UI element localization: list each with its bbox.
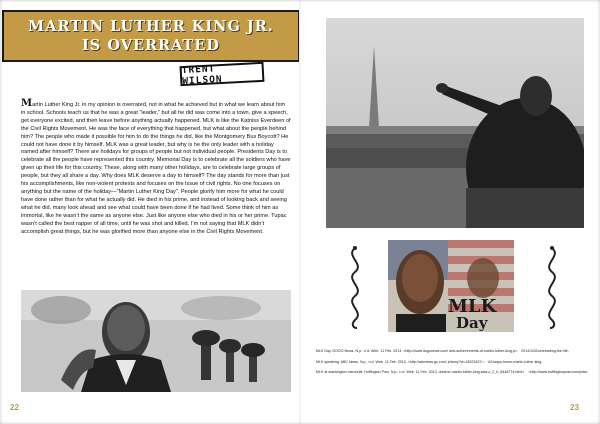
- article-title-line-1: MARTIN LUTHER KING JR.: [28, 18, 274, 35]
- mlk-day-label-mlk: MLK: [448, 296, 497, 317]
- article-body: [21, 100, 291, 236]
- page-number-right: 23: [570, 403, 579, 412]
- mlk-day-label-day: Day: [456, 314, 488, 332]
- mlk-day-graphic: [388, 240, 514, 332]
- references-list: [316, 349, 592, 381]
- author-byline: [180, 62, 265, 86]
- mlk-washington-memorial-photo: [326, 18, 584, 228]
- mlk-washington-illustration: [326, 18, 584, 228]
- page-gutter: [299, 0, 301, 424]
- reference-item: MLK Day. DOGO News. N.p., n.d. Web. 11 Feb. 2013. <http://www.dogonews.com/ and-achievements-of-martin-luther-king-jr>. 2014/1/20/celebrating-the-life-: [316, 349, 569, 353]
- author-name: TRENT WILSON: [181, 63, 223, 88]
- ornament-scroll-left-icon: [343, 246, 367, 330]
- mlk-speaking-illustration: [21, 290, 291, 392]
- article-title-line-2: IS OVERRATED: [82, 37, 220, 54]
- ornament-scroll-right-icon: [540, 246, 564, 330]
- mlk-day-illustration: [388, 240, 514, 332]
- article-title-banner: [2, 10, 300, 62]
- mlk-speaking-photo: [21, 290, 291, 392]
- drop-cap: M: [21, 98, 33, 109]
- reference-item: MLK speaking. ABC News. N.p., n.d. Web. 11 Feb. 2013. <http://abcnews.go.com/ jr/story?id=18221627>. US/ways-honor-martin-luther-king-: [316, 359, 543, 364]
- reference-item: MLK at washington memorial. Huffington Post. N.p., n.d. Web. 11 Feb. 2013. dreiers/ martin-luther-king-was-o_2_b_6448774.html>. <http://www.huffingtonpost.com/peter-: [316, 370, 589, 375]
- article-body-text: artin Luther King Jr. in my opinion is overrated, not in what he achieved but in what we learn about him in school. Schools teach us that he was a great “leader,” but all he did was come into a town, give a speech, get everyone excited, and then leave before anything actually happened. MLK is like the Katniss Everdeen of the Civil Rights Movement. He was the face of everything that happened, but what about the people behind him? The people who made it possible for him to do the things he did, like the Montgomery Bus Boycott? He could not have done it by himself. MLK was a great leader, but why is he the only leader with a holiday named after himself? There are holidays for groups of people but not individual people. Presidents Day is to celebrate all the people have represented this country. Memorial Day is to celebrate all the soldiers who have given up their life for this country. These, along with many other holidays, are to celebrate large groups of people, but they all share a day. Why does MLK deserve a day to himself? The day stands for more than just his accomplishments, like non-violent protests and focuses on the issue of civil rights. No one focuses on anything but the name of the holiday—“Martin Luther King Day”. People glorify him more for what he could have done rather than for what he actually did. He died in his prime, and instead of looking back and seeing what he did, many look ahead and see what could have been done if he had lived. Some think of him as immortal, like he wasn’t the same as anyone else. Just like anyone else who died in his or her prime. Tupac wasn’t called the best rapper of all time, until he was shot and killed. I’m not saying that MLK didn’t accomplish great things, but he was glorified more than anyone else in the Civil Rights Movement.: [21, 102, 291, 235]
- page-number-left: 22: [10, 403, 19, 412]
